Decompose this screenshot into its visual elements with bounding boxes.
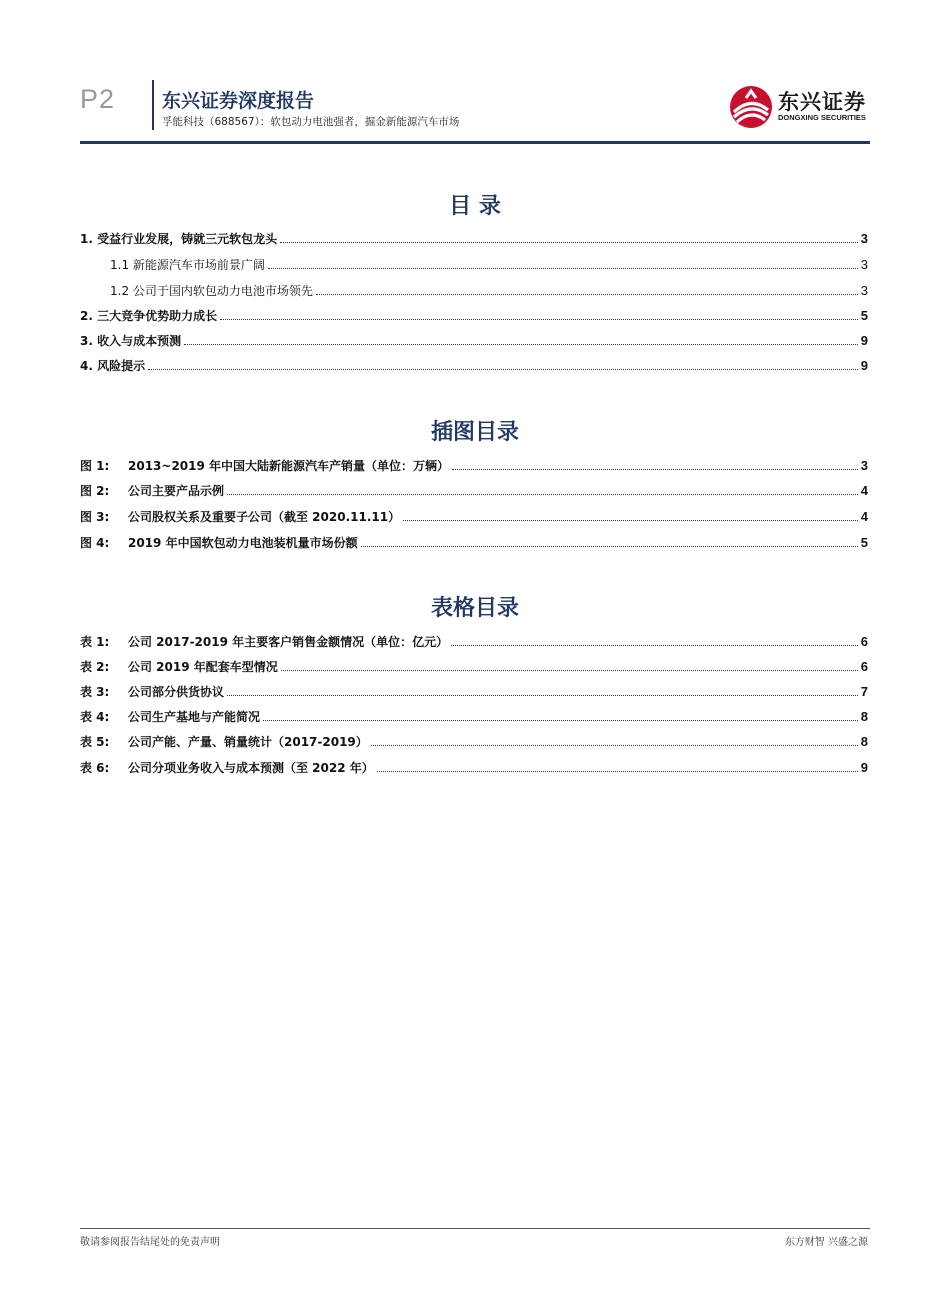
table-entry-label: 公司产能、产量、销量统计（2017-2019） — [128, 735, 368, 749]
table-entry[interactable] — [80, 631, 868, 649]
leader-dots — [184, 344, 858, 345]
figure-entry-prefix: 图 2: — [80, 484, 110, 498]
table-entry-prefix: 表 3: — [80, 685, 110, 699]
leader-dots — [281, 670, 858, 671]
figure-entry[interactable] — [80, 455, 868, 473]
table-entry-label: 公司生产基地与产能简况 — [128, 710, 261, 724]
disclaimer-note: 敬请参阅报告结尾处的免责声明 — [80, 1237, 220, 1248]
table-entry[interactable] — [80, 757, 868, 775]
table-entry-label: 公司 2019 年配套车型情况 — [128, 660, 278, 674]
figure-entry-label: 公司股权关系及重要子公司（截至 2020.11.11） — [128, 510, 401, 524]
toc-entry-label: 3. 收入与成本预测 — [80, 334, 182, 348]
report-subtitle: 孚能科技（688567）：软包动力电池强者，掘金新能源汽车市场 — [162, 116, 460, 128]
toc-entry-page: 5 — [860, 308, 868, 323]
table-entry-prefix: 表 1: — [80, 635, 110, 649]
toc-entry-label: 1.2 公司于国内软包动力电池市场领先 — [110, 284, 313, 298]
figure-entry-label: 公司主要产品示例 — [128, 484, 225, 498]
table-entry-page: 6 — [860, 634, 868, 649]
toc-entry-page: 3 — [860, 231, 868, 246]
leader-dots — [361, 546, 858, 547]
table-entry-prefix: 表 2: — [80, 660, 110, 674]
leader-dots — [227, 494, 858, 495]
toc-entry[interactable] — [80, 355, 868, 373]
leader-dots — [316, 294, 858, 295]
toc-entry[interactable] — [80, 254, 868, 272]
header-divider — [152, 80, 154, 130]
table-entry-page: 7 — [860, 684, 868, 699]
logo-text-cn: 东兴证券 — [778, 90, 866, 114]
figure-entry[interactable] — [80, 506, 868, 524]
figures-list-title: 插图目录 — [430, 420, 519, 445]
table-entry[interactable] — [80, 706, 868, 724]
leader-dots — [371, 745, 858, 746]
table-entry-page: 6 — [860, 659, 868, 674]
table-entry[interactable] — [80, 656, 868, 674]
figure-entry-page: 3 — [860, 458, 868, 473]
figure-entry-prefix: 图 4: — [80, 536, 110, 550]
leader-dots — [280, 242, 858, 243]
figure-entry-page: 4 — [860, 509, 868, 524]
table-entry-prefix: 表 5: — [80, 735, 110, 749]
logo-text-en: DONGXING SECURITIES — [778, 113, 866, 122]
footer-slogan: 东方财智 兴盛之源 — [784, 1237, 868, 1248]
toc-entry-label: 1. 受益行业发展，铸就三元软包龙头 — [80, 232, 278, 246]
table-entry-page: 8 — [860, 734, 868, 749]
logo-mark-icon — [728, 84, 774, 130]
footer-rule — [80, 1228, 870, 1229]
leader-dots — [220, 319, 858, 320]
figure-entry-prefix: 图 3: — [80, 510, 110, 524]
company-logo — [728, 84, 873, 132]
toc-entry[interactable] — [80, 330, 868, 348]
table-entry-page: 9 — [860, 760, 868, 775]
table-entry-label: 公司 2017-2019 年主要客户销售金额情况（单位：亿元） — [128, 635, 449, 649]
leader-dots — [227, 695, 858, 696]
leader-dots — [268, 268, 858, 269]
toc-entry-page: 3 — [860, 257, 868, 272]
figure-entry-page: 4 — [860, 483, 868, 498]
toc-entry-label: 1.1 新能源汽车市场前景广阔 — [110, 258, 265, 272]
toc-title: 目 录 — [449, 194, 501, 219]
table-entry[interactable] — [80, 731, 868, 749]
leader-dots — [263, 720, 858, 721]
figure-entry-label: 2013~2019 年中国大陆新能源汽车产销量（单位：万辆） — [128, 459, 450, 473]
toc-entry-page: 9 — [860, 333, 868, 348]
toc-entry-label: 4. 风险提示 — [80, 359, 146, 373]
report-brand-title: 东兴证券深度报告 — [162, 90, 315, 112]
toc-entry[interactable] — [80, 305, 868, 323]
toc-entry-page: 9 — [860, 358, 868, 373]
leader-dots — [148, 369, 858, 370]
table-entry-label: 公司分项业务收入与成本预测（至 2022 年） — [128, 761, 374, 775]
leader-dots — [451, 645, 858, 646]
tables-list-title: 表格目录 — [430, 596, 519, 621]
toc-entry[interactable] — [80, 228, 868, 246]
figure-entry-prefix: 图 1: — [80, 459, 110, 473]
figure-entry-label: 2019 年中国软包动力电池装机量市场份额 — [128, 536, 358, 550]
leader-dots — [403, 520, 858, 521]
leader-dots — [452, 469, 858, 470]
page-number: P2 — [80, 84, 116, 114]
toc-entry[interactable] — [80, 280, 868, 298]
figure-entry-page: 5 — [860, 535, 868, 550]
table-entry-prefix: 表 4: — [80, 710, 110, 724]
table-entry-page: 8 — [860, 709, 868, 724]
figure-entry[interactable] — [80, 532, 868, 550]
toc-entry-label: 2. 三大竞争优势助力成长 — [80, 309, 218, 323]
figure-entry[interactable] — [80, 480, 868, 498]
table-entry[interactable] — [80, 681, 868, 699]
table-entry-label: 公司部分供货协议 — [128, 685, 225, 699]
toc-entry-page: 3 — [860, 283, 868, 298]
table-entry-prefix: 表 6: — [80, 761, 110, 775]
header-rule — [80, 141, 870, 144]
leader-dots — [377, 771, 858, 772]
